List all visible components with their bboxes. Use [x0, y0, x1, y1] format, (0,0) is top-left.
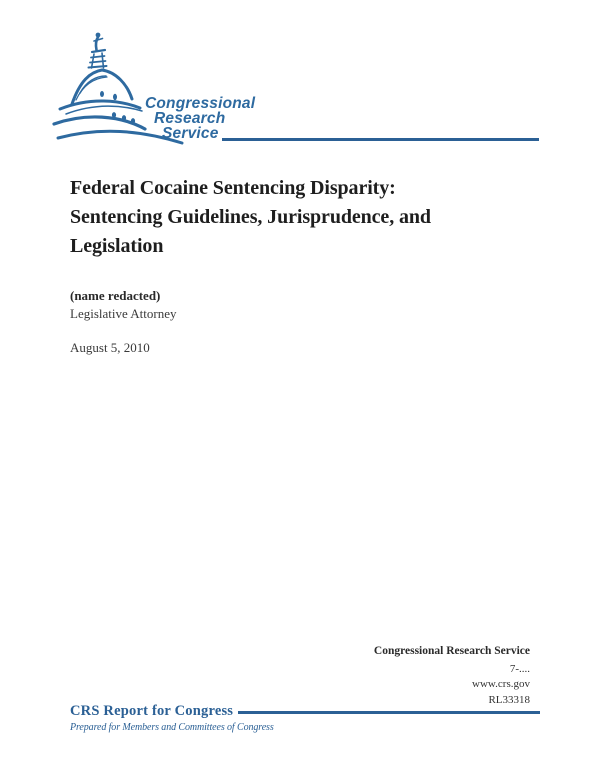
- footer-website: www.crs.gov: [472, 678, 530, 691]
- footer-phone: 7-....: [509, 663, 530, 676]
- author-role: Legislative Attorney: [70, 305, 177, 321]
- footer-contact-block: [374, 644, 530, 708]
- author-name: (name redacted): [70, 288, 161, 303]
- logo-word-research: Research: [154, 110, 226, 127]
- report-title-line-3: Legislation: [70, 235, 164, 257]
- report-title-line-2: Sentencing Guidelines, Jurisprudence, and: [70, 206, 431, 228]
- header-rule: [222, 138, 539, 141]
- logo-word-congressional: Congressional: [145, 95, 256, 112]
- report-date: August 5, 2010: [70, 340, 150, 355]
- footer-report-number: RL33318: [488, 693, 530, 706]
- author-block: [70, 287, 177, 357]
- footer-org-name: Congressional Research Service: [373, 645, 530, 657]
- crs-logo-wordmark: [145, 96, 255, 141]
- report-title-line-1: Federal Cocaine Sentencing Disparity:: [70, 177, 396, 199]
- footer-banner-block: [70, 703, 540, 733]
- report-title: [70, 174, 560, 261]
- footer-rule: [238, 711, 540, 714]
- logo-word-service: Service: [162, 125, 219, 142]
- footer-tagline: Prepared for Members and Committees of Congress: [70, 722, 274, 733]
- crs-report-banner: CRS Report for Congress: [70, 703, 234, 719]
